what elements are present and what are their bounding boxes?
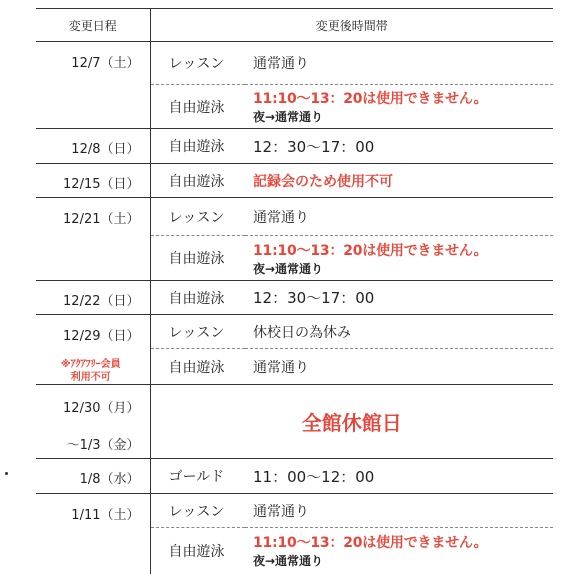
date-cell: 12/21（土）	[36, 198, 150, 281]
category-cell: レッスン	[150, 198, 245, 236]
category-cell: レッスン	[150, 42, 245, 85]
detail-cell: 通常通り	[245, 494, 553, 528]
detail-cell: 通常通り	[245, 349, 553, 385]
detail-cell: 12：30〜17：00	[245, 281, 553, 315]
stray-mark	[5, 472, 8, 475]
member-note-line2: 利用不可	[70, 372, 111, 383]
date-range-start: 12/30（月）	[63, 401, 140, 416]
table-row	[36, 164, 553, 198]
date-range-end: 〜1/3（金）	[66, 438, 140, 453]
restriction-text: 11:10〜13：20は使用できません。	[253, 91, 488, 107]
detail-cell	[245, 236, 553, 281]
header-new-time: 変更後時間帯	[150, 9, 553, 42]
date-cell: 12/8（日）	[36, 129, 150, 164]
date-range-cell	[36, 385, 150, 459]
detail-cell: 11：00〜12：00	[245, 459, 553, 494]
night-note: 夜→通常通り	[253, 110, 324, 124]
date-cell: 1/11（土）	[36, 494, 150, 574]
category-cell: 自由遊泳	[150, 85, 245, 129]
table-row	[36, 42, 553, 85]
night-note: 夜→通常通り	[253, 261, 324, 276]
table-row	[36, 315, 553, 349]
date-cell: 12/15（日）	[36, 164, 150, 198]
detail-cell	[245, 528, 553, 574]
category-cell: 自由遊泳	[150, 281, 245, 315]
schedule-table	[36, 8, 553, 574]
restriction-text: 11:10〜13：20は使用できません。	[253, 242, 488, 259]
schedule-sheet	[36, 8, 553, 574]
detail-cell: 通常通り	[245, 198, 553, 236]
date-cell: 12/22（日）	[36, 281, 150, 315]
table-row	[36, 129, 553, 164]
category-cell: 自由遊泳	[150, 349, 245, 385]
table-row	[36, 494, 553, 528]
detail-cell	[245, 85, 553, 129]
date-cell: 1/8（水）	[36, 459, 150, 494]
restriction-text: 11:10〜13：20は使用できません。	[253, 535, 488, 552]
table-row	[36, 198, 553, 236]
category-cell: ゴールド	[150, 459, 245, 494]
table-row	[36, 459, 553, 494]
member-note-line1: ※ｱｸｱﾌﾘｰ会員	[60, 359, 121, 370]
category-cell: 自由遊泳	[150, 129, 245, 164]
detail-cell: 記録会のため使用不可	[245, 164, 553, 198]
night-note: 夜→通常通り	[253, 554, 324, 569]
date-cell: 12/7（土）	[36, 42, 150, 129]
category-cell: 自由遊泳	[150, 164, 245, 198]
category-cell: レッスン	[150, 315, 245, 349]
detail-cell: 12：30〜17：00	[245, 129, 553, 164]
table-row	[36, 281, 553, 315]
category-cell: 自由遊泳	[150, 236, 245, 281]
table-row	[36, 385, 553, 459]
date-cell	[36, 315, 150, 385]
header-change-date: 変更日程	[36, 9, 150, 42]
detail-cell: 通常通り	[245, 42, 553, 85]
category-cell: 自由遊泳	[150, 528, 245, 574]
date-text: 12/29（日）	[63, 329, 140, 344]
detail-cell: 休校日の為休み	[245, 315, 553, 349]
closure-notice: 全館休館日	[150, 385, 553, 459]
header-row	[36, 9, 553, 42]
category-cell: レッスン	[150, 494, 245, 528]
member-note	[36, 358, 146, 384]
